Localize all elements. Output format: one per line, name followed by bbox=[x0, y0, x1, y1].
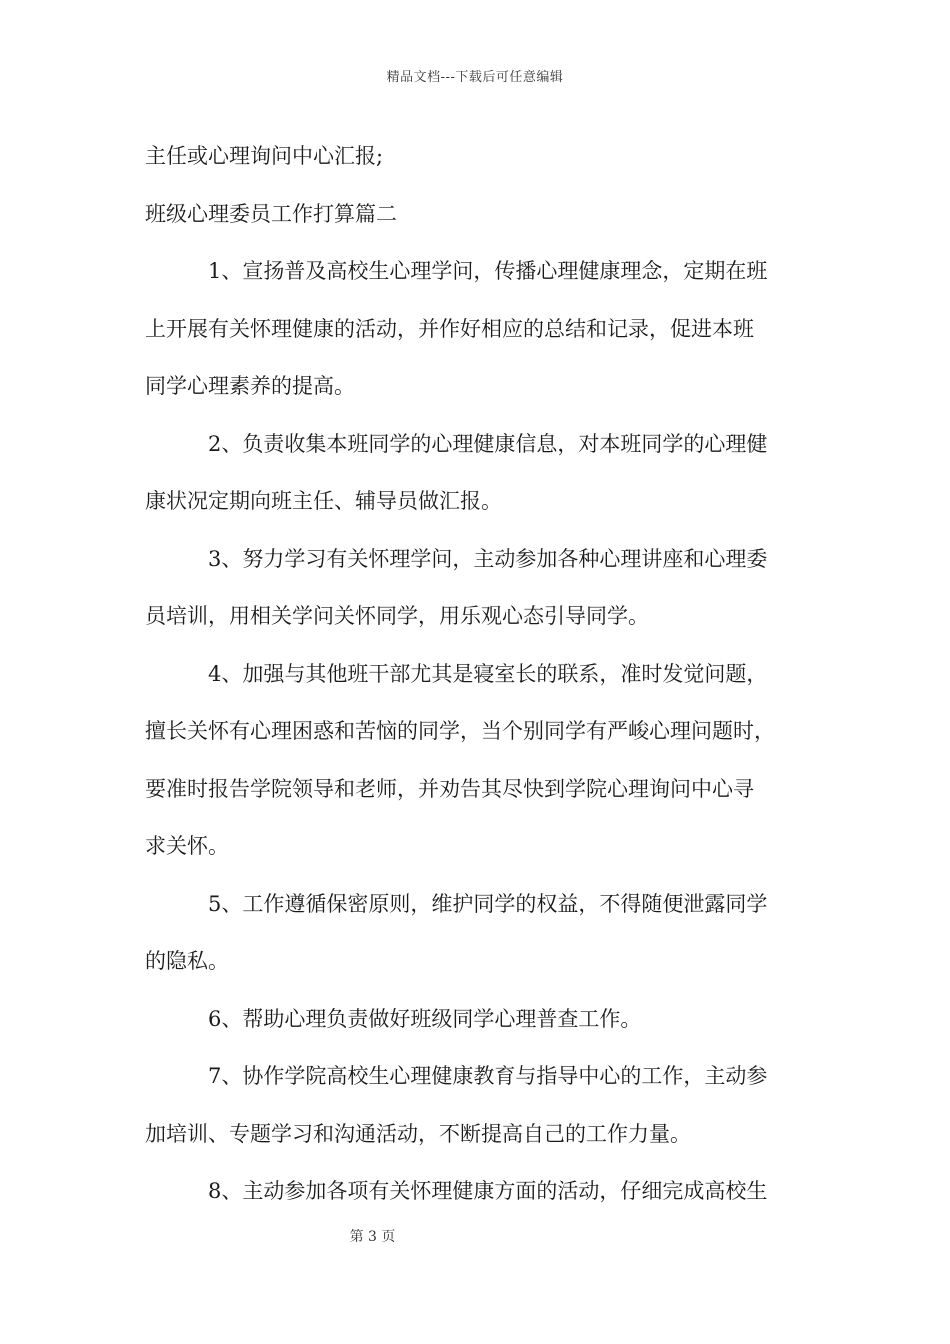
page-number: 第 3 页 bbox=[349, 1229, 396, 1245]
section-heading: 班级心理委员工作打算篇二 bbox=[145, 201, 397, 226]
document-body bbox=[145, 128, 825, 1221]
paragraph-7-line: 加培训、专题学习和沟通活动，不断提高自己的工作力量。 bbox=[145, 1121, 691, 1146]
page-header: 精品文档---下载后可任意编辑 bbox=[386, 70, 564, 85]
paragraph-8-line: 8、主动参加各项有关怀理健康方面的活动，仔细完成高校生 bbox=[208, 1179, 768, 1203]
paragraph-1-line: 同学心理素养的提高。 bbox=[145, 374, 355, 398]
paragraph-1-line: 上开展有关怀理健康的活动，并作好相应的总结和记录，促进本班 bbox=[145, 316, 754, 341]
paragraph-1-line: 1、宣扬普及高校生心理学问，传播心理健康理念，定期在班 bbox=[208, 259, 768, 283]
paragraph-4-line: 4、加强与其他班干部尤其是寝室长的联系，准时发觉问题， bbox=[208, 661, 768, 686]
paragraph-3-line: 员培训，用相关学问关怀同学，用乐观心态引导同学。 bbox=[145, 604, 649, 628]
paragraph-5-line: 5、工作遵循保密原则，维护同学的权益，不得随便泄露同学 bbox=[208, 891, 768, 916]
paragraph-4-line: 要准时报告学院领导和老师，并劝告其尽快到学院心理询问中心寻 bbox=[145, 776, 754, 801]
paragraph-6-line: 6、帮助心理负责做好班级同学心理普查工作。 bbox=[208, 1006, 642, 1031]
paragraph-4-line: 求关怀。 bbox=[145, 834, 229, 858]
paragraph-4-line: 擅长关怀有心理困惑和苦恼的同学，当个别同学有严峻心理问题时， bbox=[145, 719, 775, 743]
paragraph-2-line: 康状况定期向班主任、辅导员做汇报。 bbox=[145, 489, 502, 513]
paragraph-3-line: 3、努力学习有关怀理学问，主动参加各种心理讲座和心理委 bbox=[208, 546, 768, 571]
paragraph-2-line: 2、负责收集本班同学的心理健康信息，对本班同学的心理健 bbox=[208, 431, 768, 456]
paragraph-7-line: 7、协作学院高校生心理健康教育与指导中心的工作，主动参 bbox=[208, 1064, 768, 1088]
text-line: 主任或心理询问中心汇报; bbox=[145, 144, 384, 168]
paragraph-5-line: 的隐私。 bbox=[145, 949, 229, 973]
